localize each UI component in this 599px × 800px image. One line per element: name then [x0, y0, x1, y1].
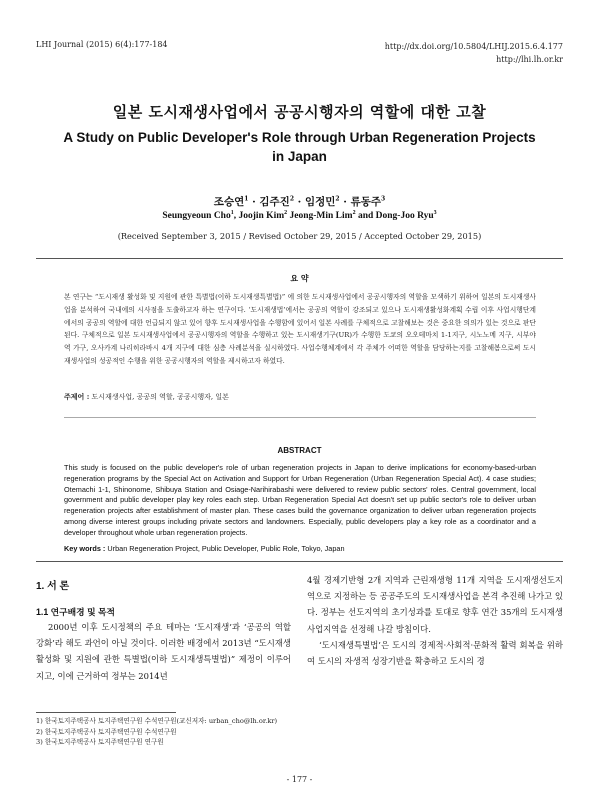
author-ko-2-mark: 2: [289, 195, 295, 203]
author-en-1-mark: 1: [230, 210, 234, 216]
author-separator: ,: [233, 211, 239, 222]
abstract-en-text: This study is focused on the public developer's role of urban regeneration projects in Japan to derive implications for economy-based-urban regeneration programs by the Special Act on Activation and Support for Urban Regeneration (Urban Regeneration Special Act). 4 case studies; Otemachi 1-1, Shinonome, Shibuya Station and Osiage-Narihirabashi were delivered to review public sectors' roles. Central government, local government and public developer play key roles each step. Urban Regeneration Special Act doesn't set up public sector's role to deliver urban regeneration projects after establishment of master plan. These cases build the governance organization to deliver urban regeneration projects among diverse interest groups including private sectors and landowners. Especially, public developers play a key role as a coordinator and a developer throughout whole urban regeneration projects.: [64, 463, 536, 537]
body-right-paragraph-2: ‘도시재생특별법’은 도시의 경제적·사회적·문화적 활력 회복을 위하여 도시의 자생적 성장기반을 확충하고 도시의 경: [307, 639, 563, 667]
title-korean: 일본 도시재생사업에서 공공시행자의 역할에 대한 고찰: [112, 103, 487, 121]
abstract-top-rule: [36, 258, 563, 259]
header-links: [385, 40, 563, 66]
keywords-ko-label: 주제어 :: [64, 392, 90, 401]
author-en-4: Dong-Joo Ryu: [375, 211, 434, 222]
author-en-4-mark: 3: [433, 210, 437, 216]
footnote-3: 3) 한국토지주택공사 토지주택연구원 연구원: [36, 738, 164, 747]
author-en-3: Jeong-Min Lim: [289, 211, 353, 222]
author-ko-2: 김주진: [259, 196, 290, 208]
author-separator: ·: [294, 196, 305, 208]
subsection-heading-background: 1.1 연구배경 및 목적: [36, 607, 116, 617]
journal-url-link[interactable]: http://lhi.lh.or.kr: [496, 55, 563, 64]
footnote-rule: [36, 712, 176, 713]
abstract-bottom-rule: [36, 561, 563, 562]
body-right-column: [307, 572, 563, 669]
doi-link[interactable]: http://dx.doi.org/10.5804/LHIJ.2015.6.4.177: [384, 42, 563, 51]
keywords-ko-values: 도시재생사업, 공공의 역할, 공공시행자, 일본: [91, 393, 229, 401]
title-english: A Study on Public Developer's Role through Urban Regeneration Projects in Japan: [63, 130, 536, 164]
author-ko-1: 조승연: [213, 196, 245, 208]
body-left-column: 2000년 이후 도시정책의 주요 테마는 ‘도시재생’과 ‘공공의 역할 강화’라 해도 과언이 아닐 것이다. 이러한 배경에서 2013년 “도시재생활성화 및 지원에 관한 특별법(이하 도시재생특별법)” 제정이 이루어지고, 이에 근거하여 정부는 2014년: [36, 622, 291, 681]
author-ko-4-mark: 3: [381, 195, 386, 203]
author-ko-3-mark: 2: [335, 195, 340, 203]
received-dates: (Received September 3, 2015 / Revised October 29, 2015 / Accepted October 29, 2015): [117, 231, 482, 241]
journal-citation: LHI Journal (2015) 6(4):177-184: [36, 40, 168, 49]
author-separator: ·: [339, 196, 351, 208]
keywords-en-values: Urban Regeneration Project, Public Developer, Public Role, Tokyo, Japan: [107, 544, 345, 553]
author-en-2-mark: 2: [284, 210, 288, 216]
author-en-1: Seungyeoun Cho: [162, 211, 231, 222]
footnote-1: 1) 한국토지주택공사 토지주택연구원 수석연구원(교신저자: urban_cho@lh.or.kr): [36, 717, 278, 725]
author-ko-1-mark: 1: [244, 195, 249, 203]
keywords-ko: [64, 392, 229, 402]
keywords-en-label: Key words :: [64, 544, 106, 553]
author-separator: ·: [248, 196, 260, 208]
authors-english: [0, 210, 599, 221]
body-right-paragraph-1: 4월 경제기반형 2개 지역과 근린재생형 11개 지역을 도시재생선도지역으로 지정하는 등 공공주도의 도시재생사업을 본격 추진해 나가고 있다. 정부는 선도지역의 초기성과를 토대로 향후 연간 35개의 도시재생사업지역을 선정해 나갈 방침이다.: [307, 575, 563, 634]
author-separator: and: [355, 211, 376, 222]
keywords-en: [64, 544, 345, 553]
author-ko-3: 임정민: [304, 196, 336, 208]
section-heading-introduction: 1. 서 론: [36, 581, 70, 592]
footnotes: [36, 716, 277, 748]
author-ko-4: 류동주: [350, 196, 382, 208]
page-number: - 177 -: [286, 775, 313, 784]
footnote-2: 2) 한국토지주택공사 토지주택연구원 수석연구원: [36, 727, 177, 736]
authors-korean: [0, 194, 599, 209]
author-en-2: Joojin Kim: [238, 211, 285, 222]
author-en-3-mark: 2: [352, 210, 356, 216]
abstract-en-heading: ABSTRACT: [277, 446, 322, 455]
abstract-ko-heading: 요 약: [290, 273, 309, 283]
abstract-ko-text: 본 연구는 “도시재생 활성화 및 지원에 관한 특별법(이하 도시재생특별법)” 에 의한 도시재생사업에서 공공시행자의 역할을 모색하기 위하여 일본의 도시재생사업을 분석하여 국내에의 시사점을 도출하고자 하는 연구이다. ‘도시재생법’에서는 공공의 역할이 강조되고 있으나 도시재생활성화계획 수립 이후 사업시행단계에서의 공공의 역할에 대한 언급되지 않고 있어 향후 도시재생사업을 수행함에 있어서 일본 사례를 구체적으로 고찰해보는 것은 중요한 의의가 있는 것으로 판단된다. 구체적으로 일본 도시재생사업에서 공공시행자의 역할을 수행하고 있는 도시재생기구(UR)가 수행한 도쿄의 오오테마치 1-1지구, 시노노메 지구, 시부야역 가구, 오사카계 나리히라바시 4개 지구에 대한 심층 사례분석을 실시하였다. 사업수행체계에서 각 주체가 어떠한 역할을 담당하는지를 고찰해봄으로써 도시재생사업의 성공적인 수행을 위한 공공시행자의 역할을 제시하고자 하였다.: [64, 293, 536, 365]
abstract-divider: [64, 417, 536, 418]
